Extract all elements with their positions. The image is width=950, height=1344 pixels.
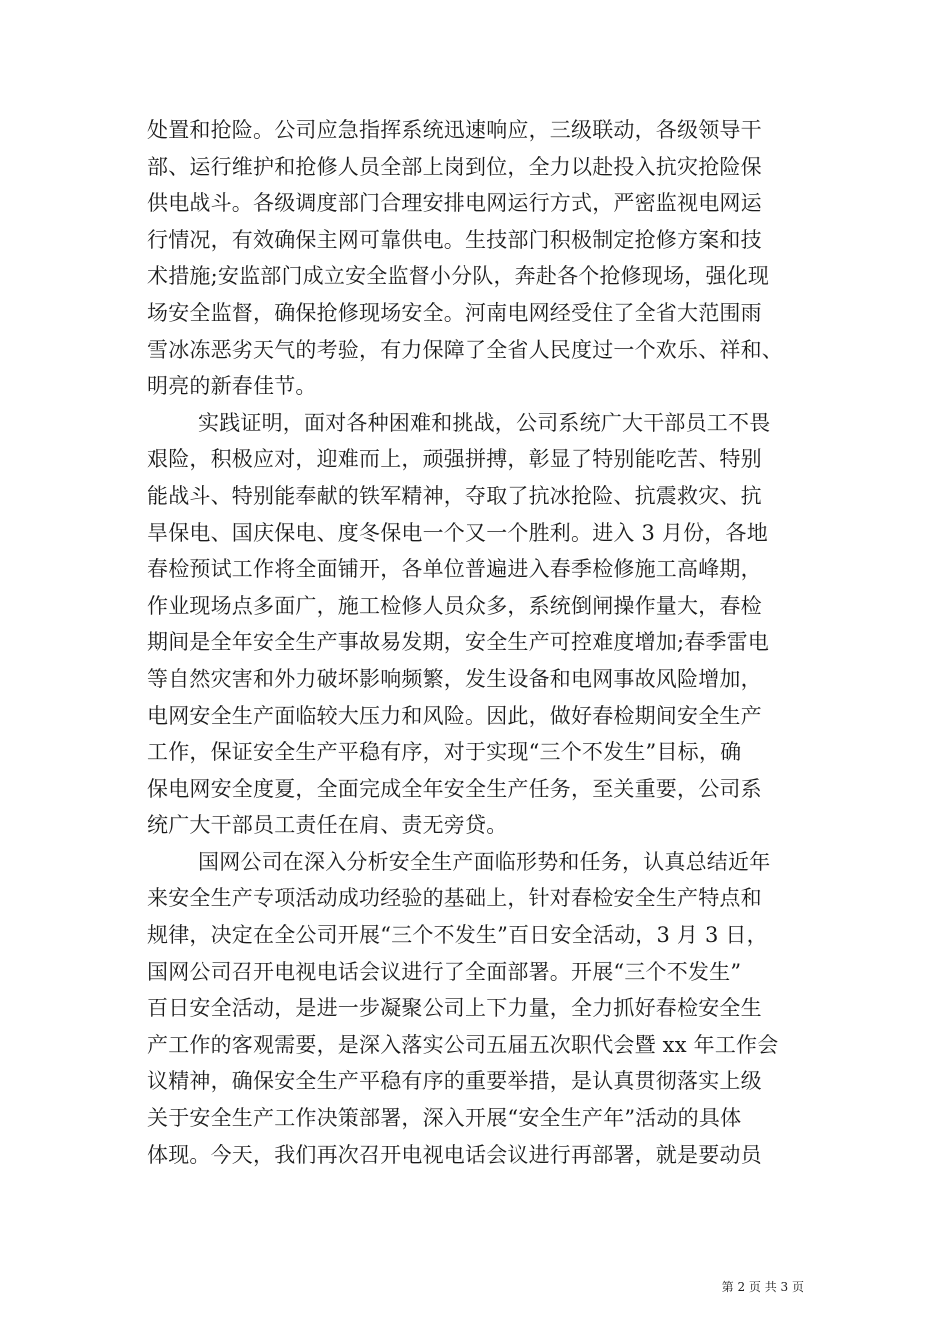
text-line: 电网安全生产面临较大压力和风险。因此，做好春检期间安全生产 <box>147 703 762 728</box>
paragraph-first-line: 国网公司在深入分析安全生产面临形势和任务，认真总结近年 <box>198 849 771 874</box>
text-line: 国网公司召开电视电话会议进行了全面部署。开展“三个不发生” <box>147 959 742 984</box>
text-line: 规律，决定在全公司开展“三个不发生”百日安全活动，3 月 3 日， <box>147 923 768 948</box>
document-body <box>147 112 827 1173</box>
page-number: 第 2 页 共 3 页 <box>721 1280 804 1294</box>
text-line: 体现。今天，我们再次召开电视电话会议进行再部署，就是要动员 <box>147 1142 762 1167</box>
text-line: 旱保电、国庆保电、度冬保电一个又一个胜利。进入 3 月份，各地 <box>147 520 768 545</box>
text-line: 供电战斗。各级调度部门合理安排电网运行方式，严密监视电网运 <box>147 191 762 216</box>
text-line: 等自然灾害和外力破坏影响频繁，发生设备和电网事故风险增加， <box>147 666 762 691</box>
text-line: 艰险，积极应对，迎难而上，顽强拼搏，彰显了特别能吃苦、特别 <box>147 447 762 472</box>
text-line: 期间是全年安全生产事故易发期，安全生产可控难度增加;春季雷电 <box>147 630 770 655</box>
text-line: 春检预试工作将全面铺开，各单位普遍进入春季检修施工高峰期， <box>147 557 762 582</box>
text-line: 保电网安全度夏，全面完成全年安全生产任务，至关重要，公司系 <box>147 776 762 801</box>
text-line: 产工作的客观需要，是深入落实公司五届五次职代会暨 xx 年工作会 <box>147 1032 779 1057</box>
text-line: 雪冰冻恶劣天气的考验，有力保障了全省人民度过一个欢乐、祥和、 <box>147 337 783 362</box>
text-line: 来安全生产专项活动成功经验的基础上，针对春检安全生产特点和 <box>147 886 762 911</box>
text-line: 工作，保证安全生产平稳有序，对于实现“三个不发生”目标，确 <box>147 740 742 765</box>
text-line: 作业现场点多面广，施工检修人员众多，系统倒闸操作量大，春检 <box>147 593 762 618</box>
text-line: 术措施;安监部门成立安全监督小分队，奔赴各个抢修现场，强化现 <box>147 264 770 289</box>
text-line: 处置和抢险。公司应急指挥系统迅速响应，三级联动，各级领导干 <box>147 118 762 142</box>
text-line: 百日安全活动，是进一步凝聚公司上下力量，全力抓好春检安全生 <box>147 996 762 1021</box>
text-line: 行情况，有效确保主网可靠供电。生技部门积极制定抢修方案和技 <box>147 227 762 252</box>
text-line: 统广大干部员工责任在肩、责无旁贷。 <box>147 813 508 838</box>
text-line: 议精神，确保安全生产平稳有序的重要举措，是认真贯彻落实上级 <box>147 1069 762 1094</box>
text-line: 明亮的新春佳节。 <box>147 374 317 399</box>
paragraph-first-line: 实践证明，面对各种困难和挑战，公司系统广大干部员工不畏 <box>198 410 771 435</box>
text-line: 关于安全生产工作决策部署，深入开展“安全生产年”活动的具体 <box>147 1106 742 1131</box>
text-line: 场安全监督，确保抢修现场安全。河南电网经受住了全省大范围雨 <box>147 300 762 325</box>
text-line: 部、运行维护和抢修人员全部上岗到位，全力以赴投入抗灾抢险保 <box>147 154 762 179</box>
text-line: 能战斗、特别能奉献的铁军精神，夺取了抗冰抢险、抗震救灾、抗 <box>147 483 762 508</box>
